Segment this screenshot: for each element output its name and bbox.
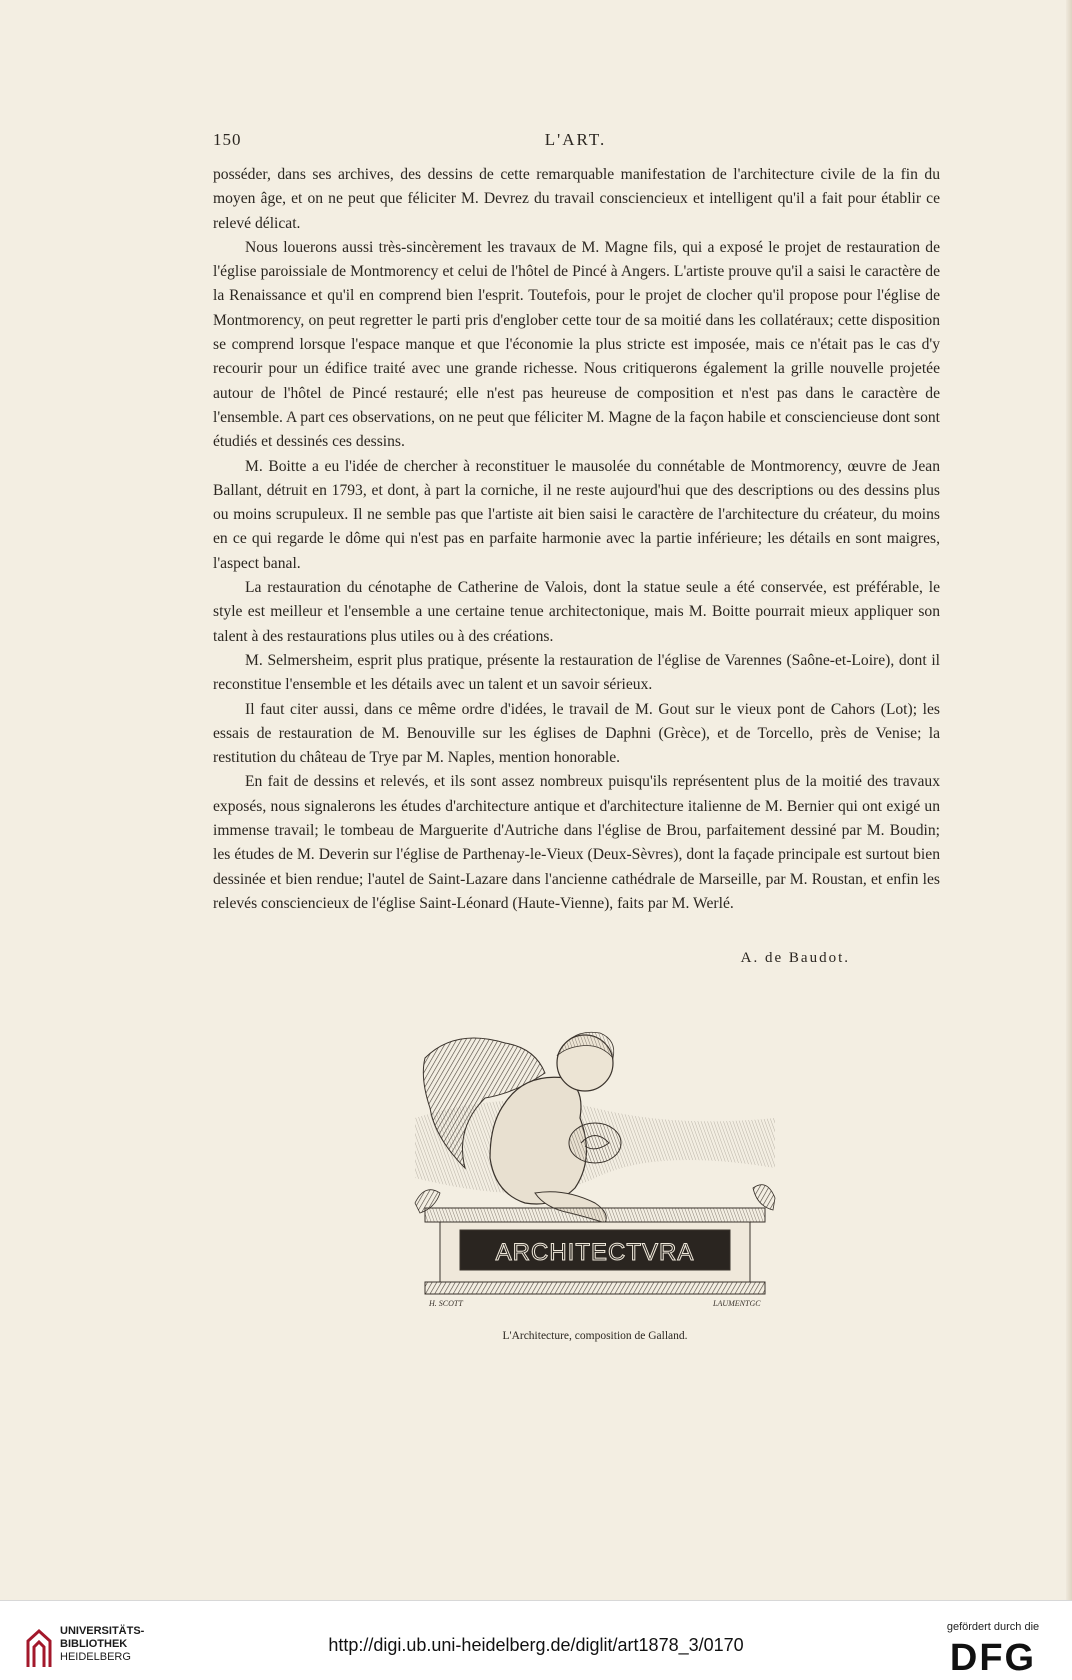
funding-note: gefördert durch die <box>946 1621 1040 1633</box>
viewer-footer <box>0 1600 1072 1680</box>
library-name-line2: BIBLIOTHEK <box>60 1638 128 1650</box>
permalink-url[interactable]: http://digi.ub.uni-heidelberg.de/diglit/art1878_3/0170 <box>328 1635 744 1655</box>
library-name-line3: HEIDELBERG <box>60 1651 131 1663</box>
pedestal-cornice <box>425 1208 765 1222</box>
paragraph: Il faut citer aussi, dans ce même ordre d'idées, le travail de M. Gout sur le vieux pont de Cahors (Lot); les essais de restauration de M. Benouville sur les églises de Daphni (Grèce), et de Torcello, près de Venise; la restitution du château de Trye par M. Naples, mention honorable. <box>213 700 940 767</box>
page-header <box>213 130 938 152</box>
engraver-signature-right: LAUMENTGC <box>713 1299 761 1308</box>
pedestal-base <box>425 1282 765 1294</box>
engraver-signature-left: H. SCOTT <box>429 1299 463 1308</box>
page-number: 150 <box>213 130 242 149</box>
shell <box>569 1123 621 1163</box>
plaque-inscription: ARCHITECTVRA <box>495 1239 695 1266</box>
author-signature: A. de Baudot. <box>740 950 850 966</box>
paragraph: posséder, dans ses archives, des dessins de cette remarquable manifestation de l'architecture civile de la fin du moyen âge, et on ne peut que féliciter M. Devrez du travail consciencieux et intelligent qu'il a fait pour établir ce relevé délicat. <box>213 166 940 232</box>
cherub-engraving-image <box>395 1018 795 1318</box>
paragraph: M. Boitte a eu l'idée de chercher à reconstituer le mausolée du connétable de Montmorency, œuvre de Jean Ballant, détruit en 1793, et dont, à part la corniche, il ne reste aujourd'hui que des descriptions ou des dessins plus ou moins scrupuleux. Il ne semble pas que l'artiste ait bien saisi le caractère de l'architecture du créateur, du moins en ce qui regarde le dôme qui n'est pas en parfaite harmonie avec la partie inférieure; les détails en sont maigres, l'aspect banal. <box>213 457 940 572</box>
paragraph: En fait de dessins et relevés, et ils sont assez nombreux puisqu'ils représentent plus de la moitié des travaux exposés, nous signalerons les études d'architecture antique et d'architecture italienne de M. Bernier qui ont exigé un immense travail; le tombeau de Marguerite d'Autriche dans l'église de Brou, parfaitement dessiné par M. Boudin; les études de M. Deverin sur l'église de Parthenay-le-Vieux (Deux-Sèvres), dont la façade principale est surtout bien dessinée et bien rendue; l'autel de Saint-Lazare dans l'ancienne cathédrale de Marseille, par M. Roustan, et enfin les relevés consciencieux de l'église Saint-Léonard (Haute-Vienne), faits par M. Werlé. <box>213 773 940 912</box>
dfg-logo[interactable]: DFG <box>949 1637 1037 1679</box>
engraving-illustration <box>395 1018 795 1318</box>
figure-caption: L'Architecture, composition de Galland. <box>502 1330 688 1342</box>
page-edge-shadow <box>1066 0 1072 1600</box>
leaf-right <box>753 1185 775 1210</box>
paragraph: Nous louerons aussi très-sincèrement les travaux de M. Magne fils, qui a exposé le projet de restauration de l'église paroissiale de Montmorency et celui de l'hôtel de Pincé à Angers. L'artiste prouve qu'il a saisi le caractère de la Renaissance et qu'il en comprend bien l'esprit. Toutefois, pour le projet de clocher qu'il propose pour l'église de Montmorency, on peut regretter le parti pris d'englober cette tour de sa moitié dans les collatéraux; cette disposition se comprend lorsque l'espace manque et que l'économie la plus stricte est imposée, mais ce n'était pas le cas d'y recourir pour un édifice traité avec une grande richesse. Nous critiquerons également la grille nouvelle projetée autour de l'hôtel de Pincé restauré; elle n'est pas heureuse de composition et n'est pas dans le caractère de l'ensemble. A part ces observations, on ne peut que féliciter M. Magne de la façon habile et consciencieuse dont sont étudiés et dessinés ces dessins. <box>213 238 940 451</box>
article-body <box>213 163 940 916</box>
running-title: L'ART. <box>544 130 607 149</box>
library-name-line1: UNIVERSITÄTS- <box>60 1625 145 1637</box>
paragraph: M. Selmersheim, esprit plus pratique, présente la restauration de l'église de Varennes (Saône-et-Loire), dont il reconstitue l'ensemble et les détails avec un talent et un savoir sérieux. <box>213 651 940 694</box>
paragraph: La restauration du cénotaphe de Catherine de Valois, dont la statue seule a été conservée, est préférable, le style est meilleur et l'ensemble a une certaine tenue architectonique, mais M. Boitte pourrait mieux appliquer son talent à des restaurations plus utiles ou à des créations. <box>213 579 940 645</box>
